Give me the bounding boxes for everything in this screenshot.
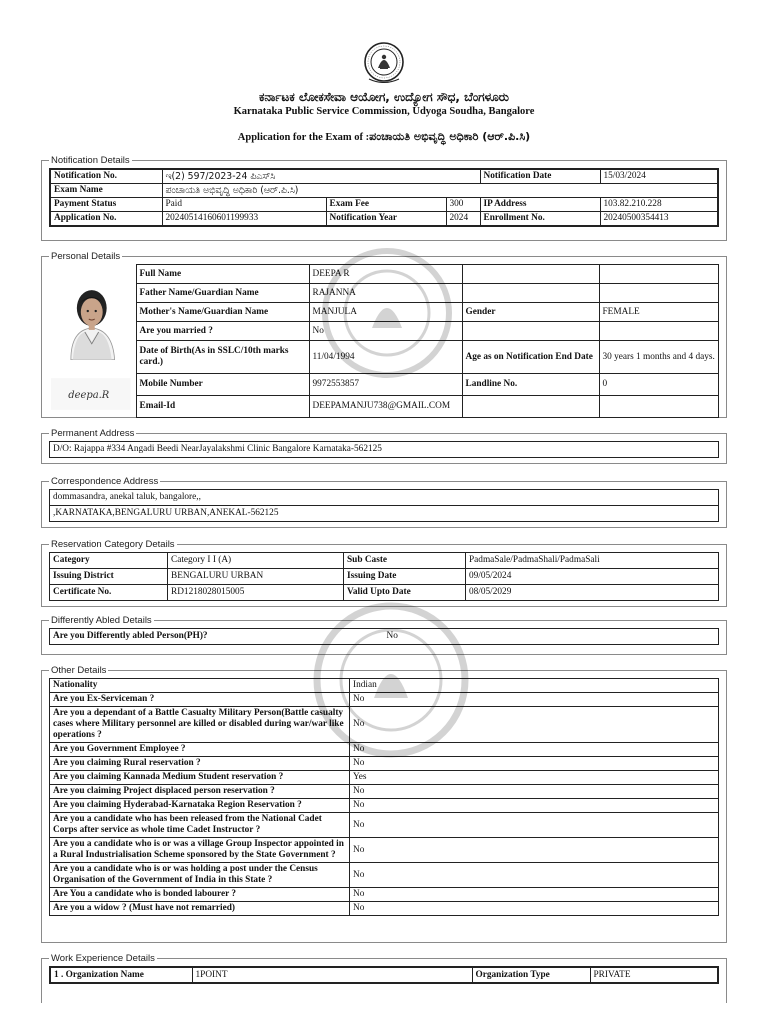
label-cell: IP Address	[480, 198, 600, 212]
empty-cell	[599, 284, 719, 303]
table-row	[49, 284, 719, 303]
exam-title-prefix: Application for the Exam of :	[237, 132, 370, 143]
value-cell: Paid	[162, 198, 326, 212]
label-cell: Exam Fee	[326, 198, 446, 212]
question-cell: Are you a dependant of a Battle Casualty Military Person(Battle casualty cases where Military personnel are killed or disabled during war/war like operations ?	[50, 707, 350, 743]
value-cell: RD1218028015005	[168, 585, 344, 601]
permanent-address-value: D/O: Rajappa #334 Angadi Beedi NearJayalakshmi Clinic Bangalore Karnataka-562125	[50, 442, 719, 458]
table-row	[50, 490, 719, 506]
section-legend: Differently Abled Details	[51, 615, 152, 626]
signature-cell	[49, 374, 136, 418]
question-cell: Are you a candidate who has been released from the National Cadet Corps after service as whole time Cadet Instructor ?	[50, 813, 350, 838]
differently-abled-section	[41, 615, 727, 655]
table-row	[50, 569, 719, 585]
label-cell: Organization Type	[472, 967, 590, 983]
label-cell: 1 . Organization Name	[50, 967, 192, 983]
signature-image	[49, 374, 136, 414]
table-row	[50, 679, 719, 693]
label-cell: Mobile Number	[136, 374, 309, 396]
label-cell: Gender	[462, 303, 599, 322]
answer-cell: No	[350, 799, 719, 813]
value-cell: 9972553857	[309, 374, 462, 396]
table-row	[50, 902, 719, 916]
applicant-photo	[49, 274, 136, 360]
table-row	[50, 757, 719, 771]
value-cell: 15/03/2024	[600, 169, 718, 184]
table-row	[50, 838, 719, 863]
question-cell: Are you a widow ? (Must have not remarried)	[50, 902, 350, 916]
table-row	[50, 799, 719, 813]
answer-cell: No	[350, 785, 719, 799]
table-row	[50, 785, 719, 799]
notification-details-section	[41, 155, 727, 241]
label-cell: Category	[50, 553, 168, 569]
label-cell: Age as on Notification End Date	[462, 341, 599, 374]
label-cell: Notification No.	[50, 169, 162, 184]
label-cell: Issuing Date	[344, 569, 466, 585]
answer-cell: Yes	[350, 771, 719, 785]
answer-cell: No	[350, 888, 719, 902]
table-row	[50, 771, 719, 785]
value-cell: RAJANNA	[309, 284, 462, 303]
permanent-address-section	[41, 428, 727, 464]
table-row	[50, 506, 719, 522]
reservation-category-section	[41, 539, 727, 607]
exam-title-name: ಪಂಚಾಯತಿ ಅಭಿವೃದ್ಧಿ ಅಧಿಕಾರಿ (ಆರ್.ಪಿ.ಸಿ)	[369, 130, 531, 143]
label-cell: Payment Status	[50, 198, 162, 212]
commission-title-kannada: ಕರ್ನಾಟಕ ಲೋಕಸೇವಾ ಆಯೋಗ, ಉದ್ಯೋಗ ಸೌಧ, ಬೆಂಗಳೂರು	[259, 90, 509, 104]
table-row	[49, 303, 719, 322]
label-cell: Landline No.	[462, 374, 599, 396]
kpsc-emblem-icon	[356, 40, 412, 86]
label-cell: Enrollment No.	[480, 212, 600, 227]
section-legend: Correspondence Address	[51, 476, 159, 487]
value-cell: 20240500354413	[600, 212, 718, 227]
value-cell: 1POINT	[192, 967, 472, 983]
table-row	[49, 265, 719, 284]
question-cell: Are you Ex-Serviceman ?	[50, 693, 350, 707]
table-row	[50, 198, 718, 212]
answer-cell: No	[350, 743, 719, 757]
answer-cell: No	[350, 757, 719, 771]
table-row	[50, 813, 719, 838]
label-cell: Notification Year	[326, 212, 446, 227]
table-row	[50, 553, 719, 569]
value-cell: 0	[599, 374, 719, 396]
table-row	[50, 693, 719, 707]
table-row	[50, 169, 718, 184]
correspondence-address-line2: ,KARNATAKA,BENGALURU URBAN,ANEKAL-562125	[50, 506, 719, 522]
label-cell: Valid Upto Date	[344, 585, 466, 601]
table-row	[50, 184, 718, 198]
differently-abled-table	[49, 628, 719, 645]
work-experience-table	[49, 966, 719, 984]
section-legend: Reservation Category Details	[51, 539, 175, 550]
label-cell: Are you Differently abled Person(PH)?	[50, 629, 384, 645]
question-cell: Are you claiming Rural reservation ?	[50, 757, 350, 771]
correspondence-address-line1: dommasandra, anekal taluk, bangalore,,	[50, 490, 719, 506]
empty-cell	[462, 322, 599, 341]
table-row	[49, 341, 719, 374]
other-details-section	[41, 665, 727, 943]
value-cell: 09/05/2024	[466, 569, 719, 585]
value-cell: PRIVATE	[590, 967, 718, 983]
label-cell: Issuing District	[50, 569, 168, 585]
notification-table	[49, 168, 719, 227]
value-cell: 103.82.210.228	[600, 198, 718, 212]
exam-title	[0, 130, 768, 144]
value-cell: 30 years 1 months and 4 days.	[599, 341, 719, 374]
answer-cell: No	[350, 902, 719, 916]
value-cell: ಇ(2) 597/2023-24 ಪಿಎಸ್‌ಸಿ	[162, 169, 480, 184]
label-cell: Certificate No.	[50, 585, 168, 601]
section-legend: Notification Details	[51, 155, 130, 166]
table-row	[50, 967, 718, 983]
table-row	[49, 322, 719, 341]
photo-cell	[49, 265, 136, 374]
personal-table	[49, 264, 719, 418]
label-cell: Email-Id	[136, 396, 309, 418]
value-cell: MANJULA	[309, 303, 462, 322]
answer-cell: No	[350, 693, 719, 707]
value-cell: No	[309, 322, 462, 341]
question-cell: Are you claiming Project displaced person reservation ?	[50, 785, 350, 799]
question-cell: Are you claiming Kannada Medium Student reservation ?	[50, 771, 350, 785]
label-cell: Are you married ?	[136, 322, 309, 341]
section-legend: Work Experience Details	[51, 953, 155, 964]
table-row	[50, 442, 719, 458]
table-row	[50, 212, 718, 227]
empty-cell	[599, 265, 719, 284]
work-experience-section	[41, 953, 727, 1003]
label-cell: Father Name/Guardian Name	[136, 284, 309, 303]
answer-cell: Indian	[350, 679, 719, 693]
section-legend: Other Details	[51, 665, 107, 676]
commission-title-english: Karnataka Public Service Commission, Udyoga Soudha, Bangalore	[233, 106, 535, 117]
value-cell: 300	[446, 198, 480, 212]
value-cell: ಪಂಚಾಯತಿ ಅಭಿವೃದ್ಧಿ ಅಧಿಕಾರಿ (ಆರ್.ಪಿ.ಸಿ)	[162, 184, 718, 198]
answer-cell: No	[350, 863, 719, 888]
value-cell: FEMALE	[599, 303, 719, 322]
value-cell: Category I I (A)	[168, 553, 344, 569]
empty-cell	[599, 396, 719, 418]
value-cell: DEEPA R	[309, 265, 462, 284]
question-cell: Nationality	[50, 679, 350, 693]
empty-cell	[462, 265, 599, 284]
label-cell: Date of Birth(As in SSLC/10th marks card.)	[136, 341, 309, 374]
label-cell: Sub Caste	[344, 553, 466, 569]
table-row	[49, 396, 719, 418]
question-cell: Are you a candidate who is or was holding a post under the Census Organisation of the Government of India in this State ?	[50, 863, 350, 888]
page-header	[0, 40, 768, 144]
value-cell: 11/04/1994	[309, 341, 462, 374]
other-details-table	[49, 678, 719, 916]
question-cell: Are you Government Employee ?	[50, 743, 350, 757]
permanent-address-table	[49, 441, 719, 458]
correspondence-address-table	[49, 489, 719, 522]
label-cell: Application No.	[50, 212, 162, 227]
label-cell: Full Name	[136, 265, 309, 284]
empty-cell	[462, 396, 599, 418]
table-row	[49, 374, 719, 396]
empty-cell	[599, 322, 719, 341]
correspondence-address-section	[41, 476, 727, 528]
personal-details-section	[41, 251, 727, 418]
value-cell: No	[384, 629, 719, 645]
question-cell: Are you a candidate who is or was a village Group Inspector appointed in a Rural Industrialisation Scheme sponsored by the State Government ?	[50, 838, 350, 863]
label-cell: Notification Date	[480, 169, 600, 184]
table-row	[50, 707, 719, 743]
answer-cell: No	[350, 707, 719, 743]
reservation-table	[49, 552, 719, 601]
empty-cell	[462, 284, 599, 303]
question-cell: Are you claiming Hyderabad-Karnataka Region Reservation ?	[50, 799, 350, 813]
value-cell: 20240514160601199933	[162, 212, 326, 227]
answer-cell: No	[350, 813, 719, 838]
section-legend: Permanent Address	[51, 428, 135, 439]
section-legend: Personal Details	[51, 251, 121, 262]
table-row	[50, 629, 719, 645]
value-cell: BENGALURU URBAN	[168, 569, 344, 585]
table-row	[50, 863, 719, 888]
value-cell: 2024	[446, 212, 480, 227]
value-cell: PadmaSale/PadmaShali/PadmaSali	[466, 553, 719, 569]
question-cell: Are You a candidate who is bonded labourer ?	[50, 888, 350, 902]
value-cell: DEEPAMANJU738@GMAIL.COM	[309, 396, 462, 418]
table-row	[50, 743, 719, 757]
signature-text: deepa.R	[68, 389, 110, 401]
table-row	[50, 585, 719, 601]
table-row	[50, 888, 719, 902]
label-cell: Mother's Name/Guardian Name	[136, 303, 309, 322]
label-cell: Exam Name	[50, 184, 162, 198]
value-cell: 08/05/2029	[466, 585, 719, 601]
answer-cell: No	[350, 838, 719, 863]
